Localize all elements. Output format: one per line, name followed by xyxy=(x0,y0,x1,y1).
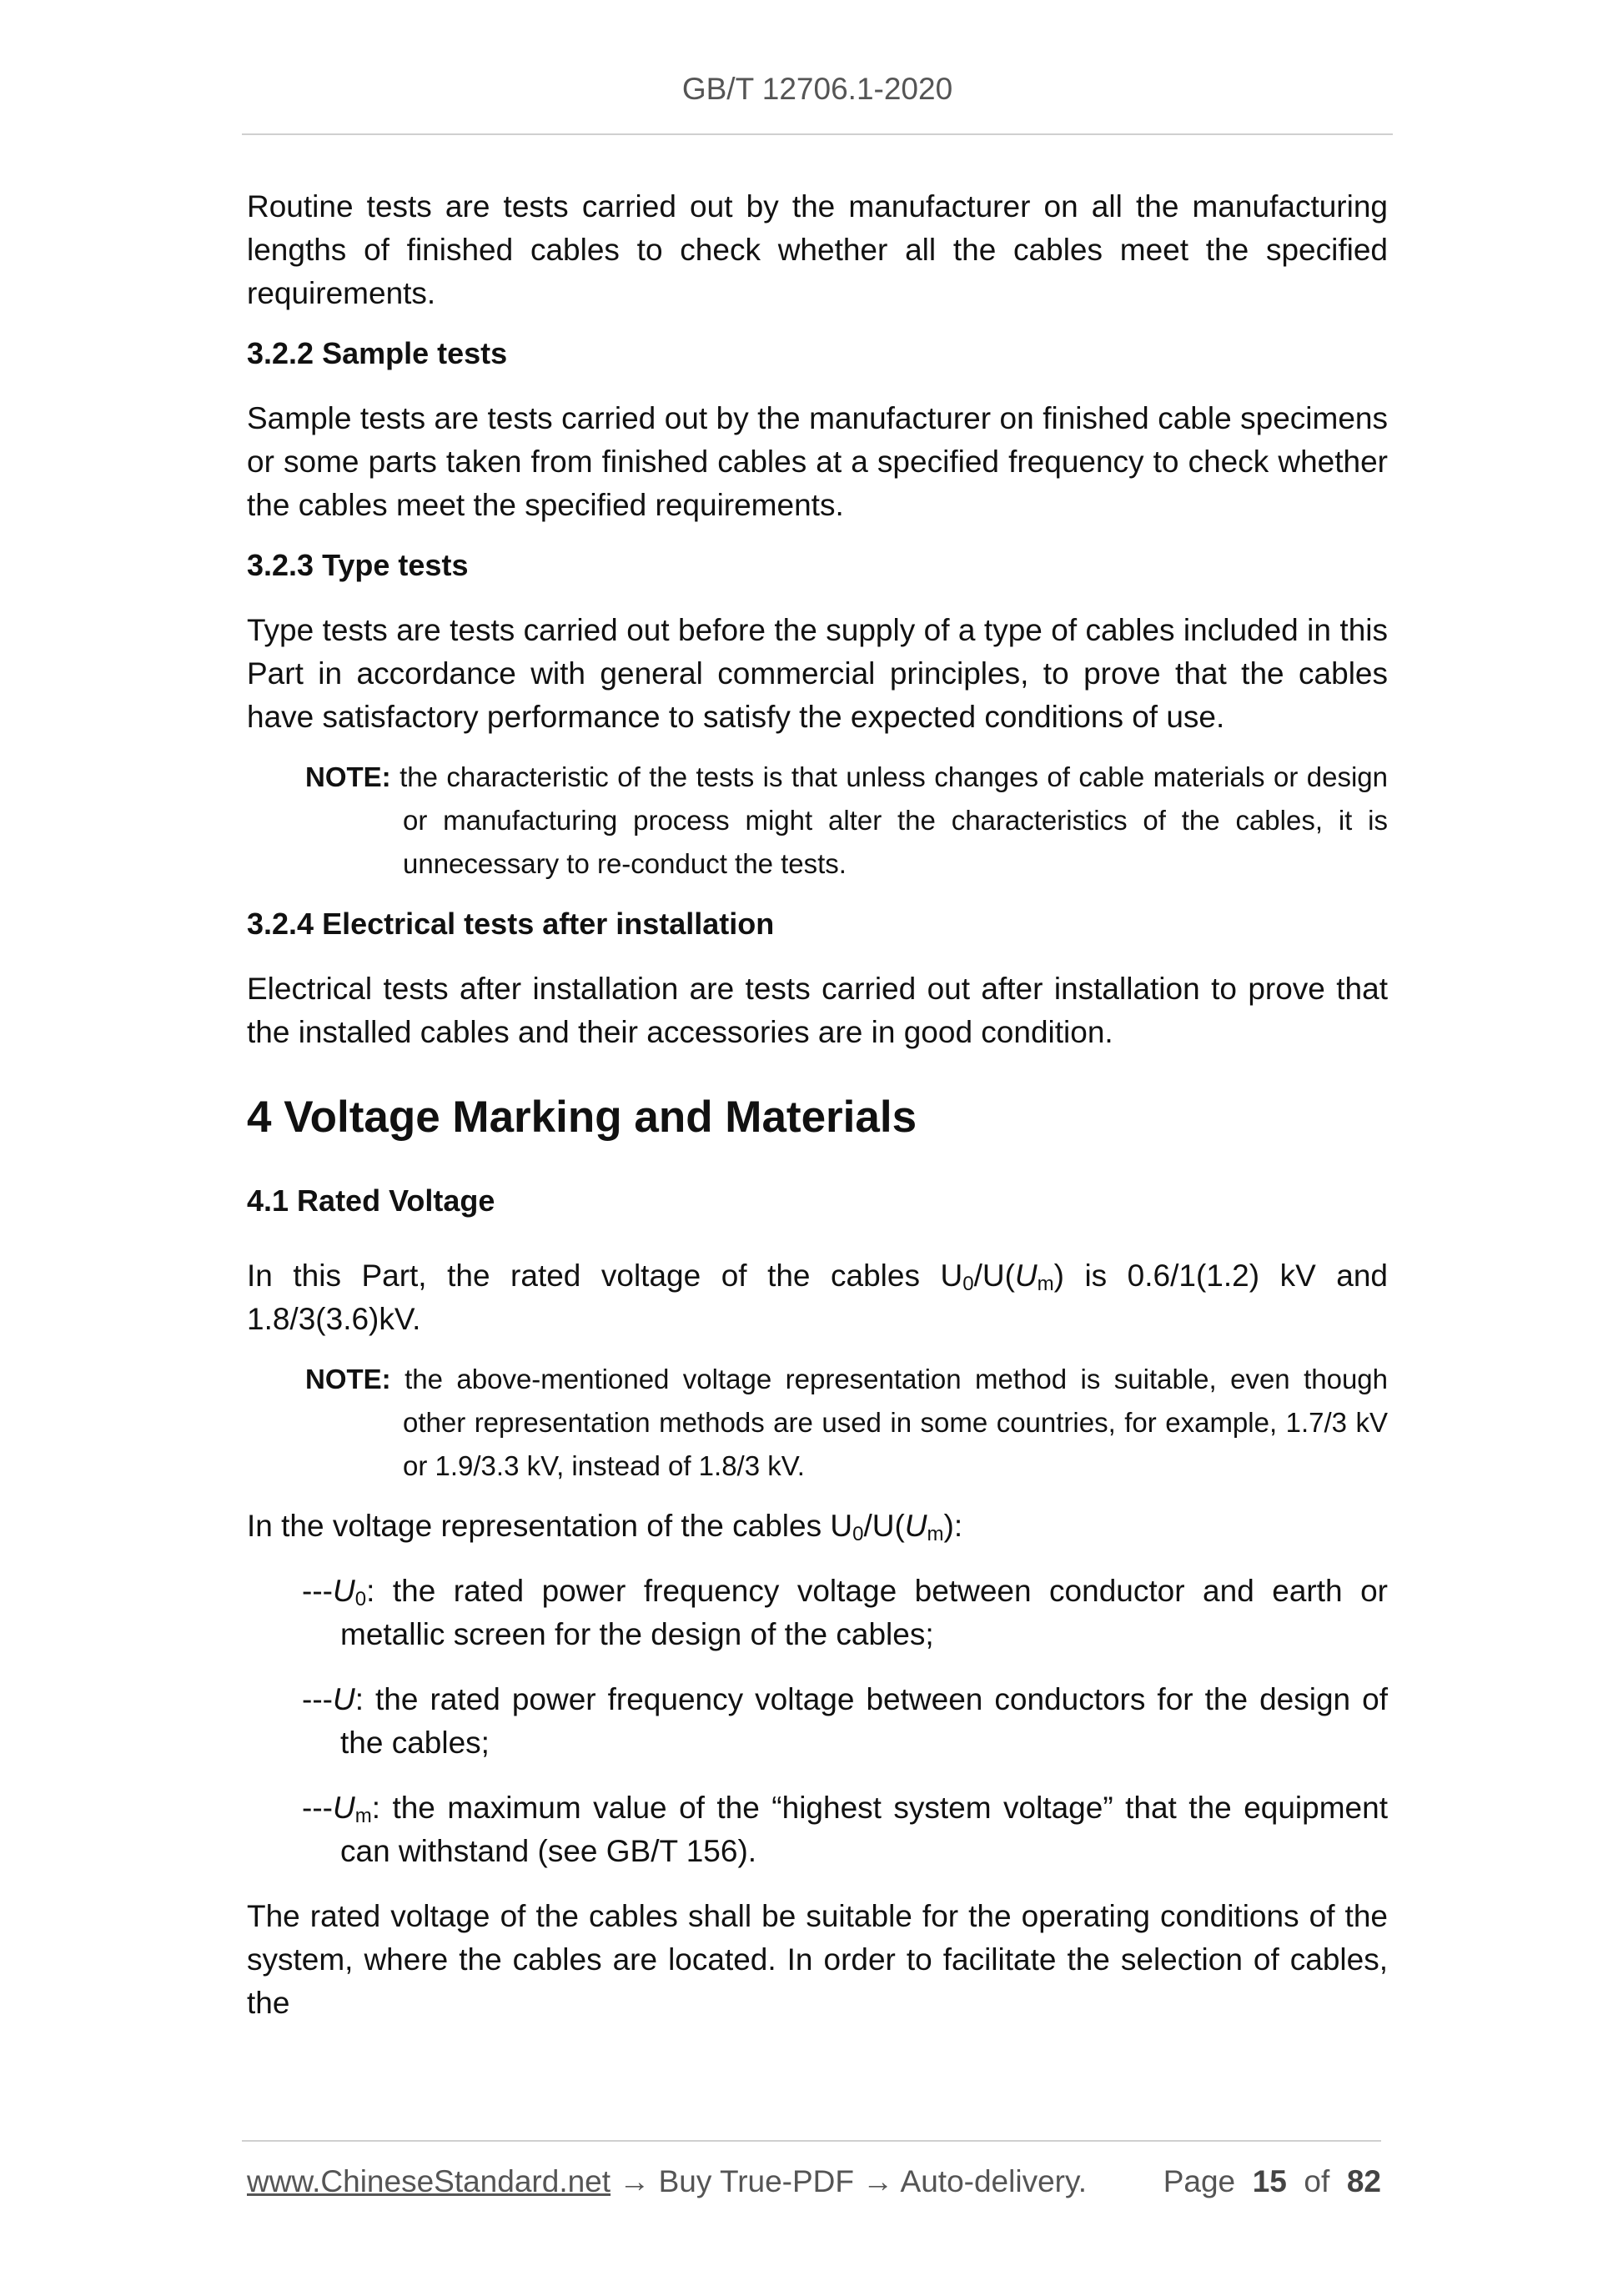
footer-divider xyxy=(242,2140,1381,2142)
text-run: /U( xyxy=(863,1509,905,1543)
heading-3-2-4: 3.2.4 Electrical tests after installation xyxy=(247,907,775,941)
type-tests-note xyxy=(305,756,1388,886)
type-tests-paragraph: Type tests are tests carried out before the supply of a type of cables included in this Part in accordance with general commercial principles, to prove that the cables have satisfactory performance to satisfy the expected conditions of use. xyxy=(247,613,1388,734)
italic-symbol: U xyxy=(332,1682,355,1716)
subscript: m xyxy=(927,1523,944,1545)
buy-text: Buy True-PDF xyxy=(658,2164,855,2198)
text-run: ) is 0.6/1(1.2) kV and 1.8/3(3.6)kV. xyxy=(247,1259,1388,1336)
subscript: 0 xyxy=(354,1588,367,1610)
list-item xyxy=(302,1570,1388,1656)
text-run: In this Part, the rated voltage of the cables U xyxy=(247,1259,963,1293)
voltage-representation-paragraph xyxy=(247,1505,1388,1548)
dash-prefix: --- xyxy=(302,1682,333,1716)
subscript: 0 xyxy=(962,1273,974,1295)
arrow-right-icon: → xyxy=(862,2164,894,2198)
list-item xyxy=(302,1786,1388,1873)
italic-symbol: U xyxy=(1014,1259,1038,1293)
heading-3-2-3: 3.2.3 Type tests xyxy=(247,548,469,582)
page-content xyxy=(247,185,1388,2025)
sample-tests-paragraph: Sample tests are tests carried out by the manufacturer on finished cable specimens or some parts taken from finished cables at a specified frequency to check whether the cables meet the specified requirements. xyxy=(247,401,1388,522)
note-text: the characteristic of the tests is that unless changes of cable materials or design or manufacturing process might alter the characteristics of the cables, it is unnecessary to re-conduct the tests. xyxy=(399,761,1388,879)
italic-symbol: U xyxy=(332,1574,355,1608)
rated-voltage-paragraph xyxy=(247,1254,1388,1341)
page-footer xyxy=(247,2164,1381,2199)
list-item-text: : the rated power frequency voltage between conductor and earth or metallic screen for the design of the cables; xyxy=(340,1574,1388,1651)
arrow-right-icon: → xyxy=(619,2164,651,2198)
note-label: NOTE: xyxy=(305,1364,391,1394)
list-item-text: : the rated power frequency voltage between conductors for the design of the cables; xyxy=(340,1682,1388,1760)
page-label: Page xyxy=(1163,2164,1236,2198)
text-run: ): xyxy=(943,1509,963,1543)
heading-4-1: 4.1 Rated Voltage xyxy=(247,1183,495,1218)
subscript: 0 xyxy=(852,1523,864,1545)
standard-code: GB/T 12706.1-2020 xyxy=(681,72,953,106)
note-text: the above-mentioned voltage representation method is suitable, even though other representation methods are used in some countries, for example, 1.7/3 kV or 1.9/3.3 kV, instead of 1.8/3 kV. xyxy=(403,1364,1389,1481)
dash-prefix: --- xyxy=(302,1574,333,1608)
list-item xyxy=(302,1678,1388,1765)
rated-voltage-suitability-paragraph: The rated voltage of the cables shall be suitable for the operating conditions of the system, where the cables are located. In order to facilitate the selection of cables, the xyxy=(247,1899,1388,2020)
italic-symbol: U xyxy=(332,1791,355,1825)
note-label: NOTE: xyxy=(305,761,391,792)
auto-delivery-text: Auto-delivery. xyxy=(900,2164,1088,2198)
dash-prefix: --- xyxy=(302,1791,333,1825)
routine-tests-paragraph: Routine tests are tests carried out by the manufacturer on all the manufacturing lengths of finished cables to check whether all the cables meet the specified requirements. xyxy=(247,189,1388,310)
subscript: m xyxy=(354,1805,372,1827)
heading-3-2-2: 3.2.2 Sample tests xyxy=(247,336,508,370)
list-item-text: : the maximum value of the “highest system voltage” that the equipment can withstand (see GB/T 156). xyxy=(340,1791,1388,1868)
total-pages: 82 xyxy=(1346,2164,1381,2198)
rated-voltage-note xyxy=(305,1358,1388,1488)
header-divider xyxy=(242,133,1393,135)
website-link[interactable]: www.ChineseStandard.net xyxy=(247,2164,611,2198)
italic-symbol: U xyxy=(904,1509,927,1543)
text-run: In the voltage representation of the cables U xyxy=(247,1509,853,1543)
document-header xyxy=(242,72,1393,107)
page-number xyxy=(1163,2164,1381,2199)
subscript: m xyxy=(1037,1273,1054,1295)
electrical-tests-paragraph: Electrical tests after installation are tests carried out after installation to prove that the installed cables and their accessories are in good condition. xyxy=(247,972,1388,1049)
of-label: of xyxy=(1304,2164,1330,2198)
heading-section-4: 4 Voltage Marking and Materials xyxy=(247,1093,917,1142)
text-run: /U( xyxy=(973,1259,1015,1293)
current-page: 15 xyxy=(1252,2164,1287,2198)
